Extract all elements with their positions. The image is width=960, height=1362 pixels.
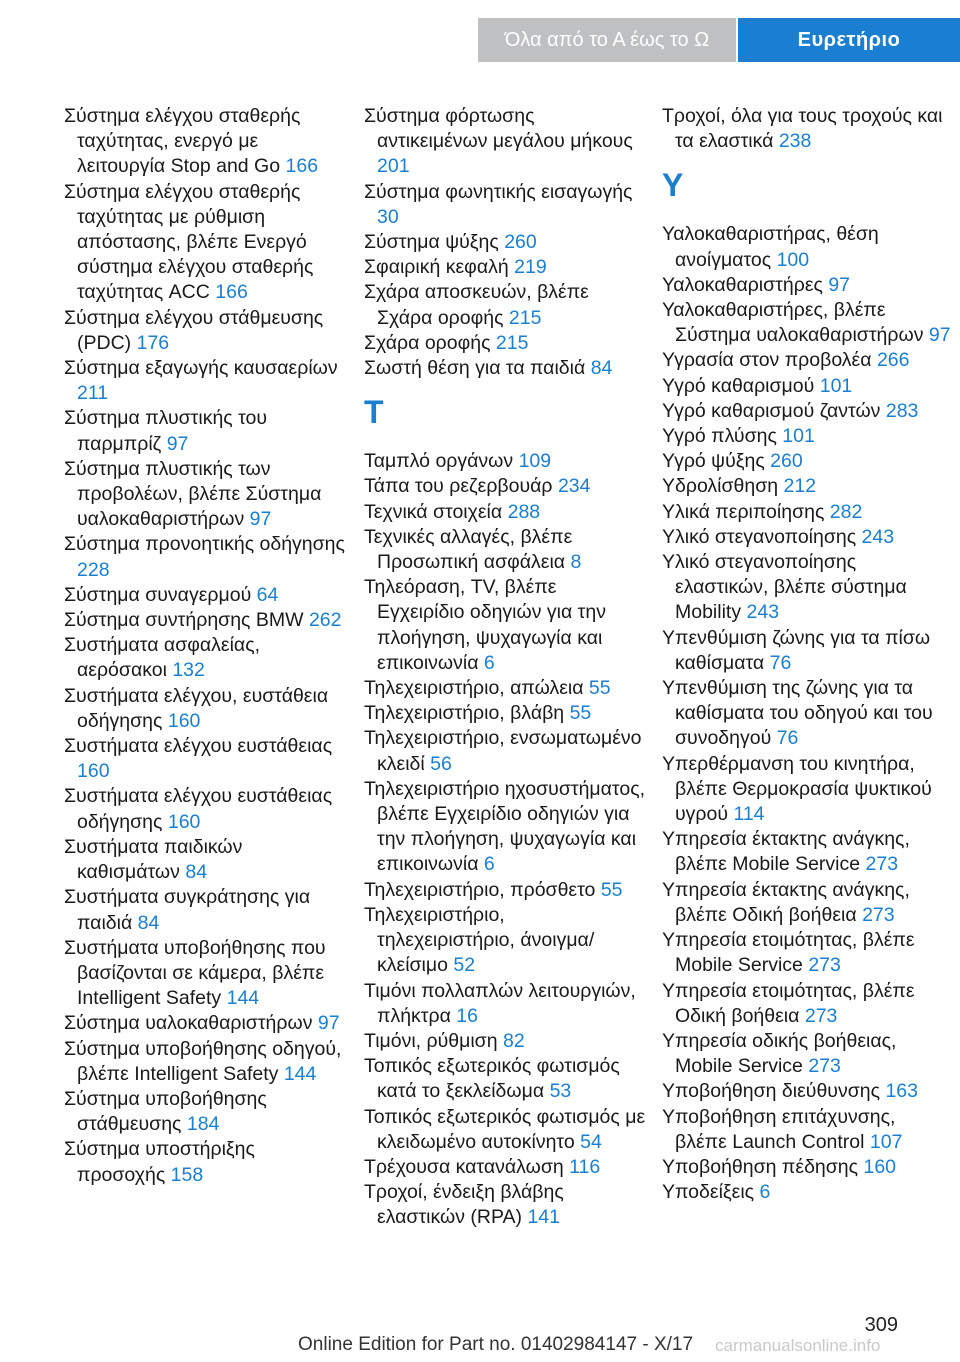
index-entry (364, 449, 646, 474)
index-entry-text: Υαλοκαθαριστήρες, βλέπε Σύστημα υαλοκαθαριστήρων (662, 299, 924, 347)
index-entry (662, 525, 952, 550)
page-reference-link[interactable]: 97 (166, 432, 189, 455)
index-entry-text: Υποβοήθηση διεύθυνσης (662, 1080, 881, 1103)
page-reference-link[interactable]: 238 (778, 130, 812, 153)
index-entry (64, 406, 346, 456)
page-reference-link[interactable]: 97 (317, 1012, 340, 1035)
page-reference-link[interactable]: 76 (769, 651, 792, 674)
index-entry (64, 583, 346, 608)
index-entry (64, 1037, 346, 1087)
page-reference-link[interactable]: 201 (377, 155, 410, 178)
page-reference-link[interactable]: 215 (495, 331, 529, 354)
page-reference-link[interactable]: 234 (557, 475, 591, 498)
index-entry (662, 878, 952, 928)
index-entry-text: Σύστημα υποβοήθησης οδηγού, βλέπε Intelligent Safety (64, 1037, 342, 1085)
index-entry-text: Συστήματα ελέγχου ευστάθειας (64, 735, 333, 758)
index-entry-text: Τεχνικές αλλαγές, βλέπε Προσωπική ασφάλεια (364, 525, 573, 574)
index-entry-text: Τηλεχειριστήριο, ενσωματωμένο κλειδί (364, 727, 642, 775)
page-reference-link[interactable]: 273 (808, 954, 841, 977)
index-entry (364, 255, 646, 280)
index-entry (662, 500, 952, 525)
page-reference-link[interactable]: 273 (808, 1055, 841, 1078)
index-entry-text: Υλικά περιποίησης (662, 500, 825, 523)
index-entry-text: Σύστημα υποστήριξης προσοχής (64, 1138, 255, 1186)
index-entry (662, 1180, 952, 1205)
index-entry (64, 784, 346, 834)
page-reference-link[interactable]: 16 (456, 1004, 478, 1027)
page-reference-link[interactable]: 160 (77, 760, 110, 783)
page-reference-link[interactable]: 54 (580, 1130, 602, 1153)
index-entry-text: Σύστημα ελέγχου σταθερής ταχύτητας, ενεργό με λειτουργία Stop and Go (64, 105, 301, 178)
page-reference-link[interactable]: 243 (746, 601, 780, 624)
chapter-title: Ευρετήριο (738, 18, 960, 62)
index-entry (662, 1105, 952, 1155)
index-letter-heading: Y (662, 167, 684, 204)
index-entry-text: Υγρό πλύσης (662, 425, 777, 448)
page-reference-link[interactable]: 283 (885, 399, 919, 422)
index-entry (364, 726, 646, 776)
index-entry (64, 104, 346, 180)
index-entry (662, 827, 952, 877)
page-reference-link[interactable]: 55 (569, 702, 592, 725)
page-reference-link[interactable]: 101 (782, 425, 815, 448)
page-reference-link[interactable]: 260 (770, 450, 803, 473)
index-entry-text: Τηλεόραση, TV, βλέπε Εγχειρίδιο οδηγιών για την πλοήγηση, ψυχαγωγία και επικοινωνία (364, 576, 606, 674)
index-entry (64, 1087, 346, 1137)
index-entry-text: Τροχοί, ένδειξη βλάβης ελαστικών (RPA) (364, 1181, 564, 1229)
index-entry (364, 500, 646, 525)
index-entry (364, 1029, 646, 1054)
page-reference-link[interactable]: 8 (570, 551, 582, 574)
index-entry (64, 936, 346, 1012)
index-entry (364, 280, 646, 330)
index-entry (662, 626, 952, 676)
page-reference-link[interactable]: 30 (377, 205, 399, 228)
page-reference-link[interactable]: 107 (869, 1130, 903, 1153)
index-entry-text: Υαλοκαθαριστήρες (662, 273, 823, 296)
index-entry (662, 273, 952, 298)
index-entry (364, 903, 646, 979)
index-entry (662, 298, 952, 348)
index-entry (364, 575, 646, 676)
page-reference-link[interactable]: 273 (804, 1004, 838, 1027)
index-entry-text: Υπηρεσία ετοιμότητας, βλέπε Mobile Service (662, 929, 915, 977)
index-entry-text: Σύστημα προνοητικής οδήγησης (64, 533, 345, 556)
index-column-1 (64, 104, 346, 1188)
page-reference-link[interactable]: 273 (865, 853, 899, 876)
page-reference-link[interactable]: 97 (249, 508, 272, 531)
index-entry (662, 752, 952, 828)
index-entry-text: Υδρολίσθηση (662, 475, 779, 498)
page-reference-link[interactable]: 282 (829, 500, 863, 523)
index-entry-text: Υαλοκαθαριστήρας, θέση ανοίγματος (662, 223, 879, 271)
index-entry-text: Σωστή θέση για τα παιδιά (364, 357, 586, 380)
index-entry (364, 878, 646, 903)
index-entry-text: Τοπικός εξωτερικός φωτισμός κατά το ξεκλείδωμα (364, 1055, 620, 1103)
index-entry (364, 331, 646, 356)
index-entry-text: Τιμόνι πολλαπλών λειτουργιών, πλήκτρα (364, 979, 636, 1027)
index-entry-text: Υλικό στεγανοποίησης ελαστικών, βλέπε σύστημα Mobility (662, 551, 907, 624)
index-entry (662, 474, 952, 499)
index-entry (64, 684, 346, 734)
page-reference-link[interactable]: 132 (172, 659, 205, 682)
page-reference-link[interactable]: 166 (285, 155, 319, 178)
page-header (0, 18, 960, 62)
page-reference-link[interactable]: 101 (819, 374, 853, 397)
page-reference-link[interactable]: 215 (508, 306, 542, 329)
index-entry-text: Τηλεχειριστήριο, βλάβη (364, 702, 565, 725)
index-entry (662, 348, 952, 373)
index-entry-text: Υπερθέρμανση του κινητήρα, βλέπε Θερμοκρασία ψυκτικού υγρού (662, 752, 932, 826)
index-entry-text: Υγρό καθαρισμού ζαντών (662, 399, 881, 422)
page-reference-link[interactable]: 228 (77, 558, 110, 581)
index-entry-text: Σύστημα συναγερμού (64, 583, 252, 606)
index-entry (364, 180, 646, 230)
index-entry-text: Τάπα του ρεζερβουάρ (364, 475, 553, 498)
index-entry (64, 734, 346, 784)
page-reference-link[interactable]: 211 (77, 382, 109, 405)
index-entry-text: Σύστημα πλυστικής των προβολέων, βλέπε Σύστημα υαλοκαθαριστήρων (64, 457, 322, 531)
index-entry-text: Σύστημα φωνητικής εισαγωγής (364, 180, 633, 203)
index-entry-text: Σύστημα πλυστικής του παρμπρίζ (64, 407, 268, 455)
index-entry (364, 1054, 646, 1104)
index-entry-text: Τηλεχειριστήριο, τηλεχειριστήριο, άνοιγμα/κλείσιμο (364, 903, 595, 977)
index-entry-text: Συστήματα ασφαλείας, αερόσακοι (64, 634, 261, 682)
index-entry (364, 1180, 646, 1230)
index-entry-text: Υπενθύμιση της ζώνης για τα καθίσματα του οδηγού και του συνοδηγού (662, 677, 933, 750)
page-reference-link[interactable]: 184 (186, 1113, 220, 1136)
index-column-3 (662, 104, 952, 1205)
index-entry-text: Υλικό στεγανοποίησης (662, 525, 857, 548)
index-entry-text: Σύστημα φόρτωσης αντικειμένων μεγάλου μήκους (364, 105, 633, 153)
index-entry (364, 104, 646, 180)
index-entry-text: Σύστημα ελέγχου στάθμευσης (PDC) (64, 306, 324, 354)
index-entry (662, 1079, 952, 1104)
index-entry-text: Συστήματα υποβοήθησης που βασίζονται σε κάμερα, βλέπε Intelligent Safety (64, 936, 326, 1010)
page-reference-link[interactable]: 166 (215, 281, 248, 304)
page-reference-link[interactable]: 84 (137, 911, 160, 934)
page-reference-link[interactable]: 160 (167, 709, 201, 732)
index-entry-text: Υπηρεσία έκτακτης ανάγκης, βλέπε Mobile Service (662, 828, 910, 876)
page-reference-link[interactable]: 6 (483, 651, 495, 674)
index-entry (64, 457, 346, 533)
index-entry (64, 532, 346, 582)
index-entry-text: Υγρό καθαρισμού (662, 374, 815, 397)
index-entry (662, 928, 952, 978)
index-entry (64, 180, 346, 306)
index-entry (662, 449, 952, 474)
index-column-2 (364, 104, 646, 1231)
index-entry (64, 306, 346, 356)
index-entry (662, 1155, 952, 1180)
index-entry (364, 676, 646, 701)
index-entry (662, 374, 952, 399)
index-entry (662, 399, 952, 424)
index-entry (64, 356, 346, 406)
index-letter-heading: T (364, 394, 384, 431)
page-reference-link[interactable]: 97 (928, 324, 951, 347)
index-entry (662, 1029, 952, 1079)
page-reference-link[interactable]: 55 (600, 878, 623, 901)
page-reference-link[interactable]: 97 (828, 273, 851, 296)
page-reference-link[interactable]: 260 (504, 231, 537, 254)
page-reference-link[interactable]: 273 (862, 903, 895, 926)
page-reference-link[interactable]: 243 (861, 525, 895, 548)
page-number: 309 (864, 1314, 898, 1336)
index-entry-text: Συστήματα ελέγχου, ευστάθεια οδήγησης (64, 684, 329, 732)
page-reference-link[interactable]: 52 (453, 954, 476, 977)
index-entry-text: Υποδείξεις (662, 1181, 755, 1204)
page-reference-link[interactable]: 160 (167, 810, 201, 833)
page-reference-link[interactable]: 56 (430, 752, 452, 775)
index-entry-text: Τηλεχειριστήριο ηχοσυστήματος, βλέπε Εγχειρίδιο οδηγιών για την πλοήγηση, ψυχαγωγία και επικοινωνία (364, 777, 646, 876)
index-entry-text: Σχάρα οροφής (364, 331, 491, 354)
index-entry-text: Υπηρεσία ετοιμότητας, βλέπε Οδική βοήθεια (662, 979, 915, 1027)
page-reference-link[interactable]: 6 (759, 1181, 771, 1204)
page-reference-link[interactable]: 160 (863, 1155, 897, 1178)
page-reference-link[interactable]: 100 (776, 248, 810, 271)
index-entry-text: Σύστημα εξαγωγής καυσαερίων (64, 357, 338, 380)
index-entry-text: Υποβοήθηση επιτάχυνσης, βλέπε Launch Control (662, 1105, 896, 1153)
page-reference-link[interactable]: 158 (170, 1163, 204, 1186)
page-reference-link[interactable]: 76 (776, 727, 799, 750)
index-entry (662, 424, 952, 449)
page-reference-link[interactable]: 64 (256, 583, 279, 606)
index-entry-text: Υγρασία στον προβολέα (662, 349, 872, 372)
index-entry (64, 608, 346, 633)
page-reference-link[interactable]: 55 (588, 677, 611, 700)
index-entry (364, 701, 646, 726)
index-entry-text: Σύστημα συντήρησης BMW (64, 609, 304, 632)
page-reference-link[interactable]: 141 (527, 1206, 560, 1229)
page-reference-link[interactable]: 144 (226, 987, 260, 1010)
page-reference-link[interactable]: 116 (569, 1155, 601, 1178)
index-entry-text: Συστήματα συγκράτησης για παιδιά (64, 886, 311, 934)
index-entry-text: Σύστημα ελέγχου σταθερής ταχύτητας με ρύθμιση απόστασης, βλέπε Ενεργό σύστημα ελέγχου σταθερής ταχύτητας ACC (64, 180, 314, 304)
index-entry-text: Τοπικός εξωτερικός φωτισμός με κλειδωμένο αυτοκίνητο (364, 1105, 646, 1153)
page-reference-link[interactable]: 84 (590, 357, 613, 380)
index-entry (662, 550, 952, 626)
index-entry-text: Υπηρεσία οδικής βοήθειας, Mobile Service (662, 1029, 897, 1078)
page-reference-link[interactable]: 262 (308, 609, 342, 632)
index-entry (662, 222, 952, 272)
page-reference-link[interactable]: 219 (514, 256, 547, 279)
index-entry-text: Υπηρεσία έκτακτης ανάγκης, βλέπε Οδική βοήθεια (662, 878, 910, 926)
page-reference-link[interactable]: 266 (876, 349, 910, 372)
index-entry-text: Τηλεχειριστήριο, απώλεια (364, 677, 584, 700)
index-entry-text: Υποβοήθηση πέδησης (662, 1155, 859, 1178)
page-reference-link[interactable]: 114 (733, 803, 765, 826)
index-entry-text: Τροχοί, όλα για τους τροχούς και τα ελαστικά (662, 105, 943, 153)
index-entry (364, 979, 646, 1029)
page-reference-link[interactable]: 109 (518, 450, 552, 473)
page-reference-link[interactable]: 82 (503, 1029, 525, 1052)
index-entry-text: Σφαιρική κεφαλή (364, 256, 509, 279)
index-entry (64, 1011, 346, 1036)
index-entry (64, 885, 346, 935)
index-entry-text: Υπενθύμιση ζώνης για τα πίσω καθίσματα (662, 626, 931, 674)
page-reference-link[interactable]: 212 (783, 475, 817, 498)
page-reference-link[interactable]: 84 (185, 861, 208, 884)
index-entry-text: Ταμπλό οργάνων (364, 450, 514, 473)
index-entry (364, 777, 646, 878)
page-reference-link[interactable]: 144 (283, 1062, 317, 1085)
index-entry (364, 1155, 646, 1180)
index-entry (364, 525, 646, 575)
index-entry (364, 230, 646, 255)
index-entry-text: Υγρό ψύξης (662, 450, 765, 473)
index-entry-text: Συστήματα ελέγχου ευστάθειας οδήγησης (64, 785, 333, 833)
edition-footer: Online Edition for Part no. 01402984147 - X/17 (298, 1334, 694, 1355)
index-entry (662, 676, 952, 752)
index-entry-text: Σύστημα υαλοκαθαριστήρων (64, 1012, 313, 1035)
page-reference-link[interactable]: 288 (507, 500, 541, 523)
index-entry (64, 633, 346, 683)
page-reference-link[interactable]: 53 (549, 1080, 572, 1103)
page-reference-link[interactable]: 163 (885, 1080, 918, 1103)
index-entry-text: Σύστημα ψύξης (364, 231, 499, 254)
index-entry (364, 356, 646, 381)
watermark: carmanualsonline.info (715, 1336, 881, 1355)
index-entry (64, 835, 346, 885)
page-reference-link[interactable]: 6 (483, 853, 495, 876)
index-entry-text: Τρέχουσα κατανάλωση (364, 1155, 564, 1178)
index-entry (64, 1137, 346, 1187)
index-entry (364, 474, 646, 499)
index-entry (364, 1105, 646, 1155)
index-entry-text: Τιμόνι, ρύθμιση (364, 1029, 498, 1052)
section-title: Όλα από το Α έως το Ω (478, 18, 736, 62)
index-entry-text: Σχάρα αποσκευών, βλέπε Σχάρα οροφής (364, 281, 589, 329)
index-entry-text: Τεχνικά στοιχεία (364, 500, 503, 523)
index-entry (662, 104, 952, 154)
index-entry-text: Τηλεχειριστήριο, πρόσθετο (364, 878, 596, 901)
index-entry-text: Σύστημα υποβοήθησης στάθμευσης (64, 1087, 267, 1136)
index-entry (662, 979, 952, 1029)
page-reference-link[interactable]: 176 (136, 331, 170, 354)
index-entry-text: Συστήματα παιδικών καθισμάτων (64, 835, 243, 884)
